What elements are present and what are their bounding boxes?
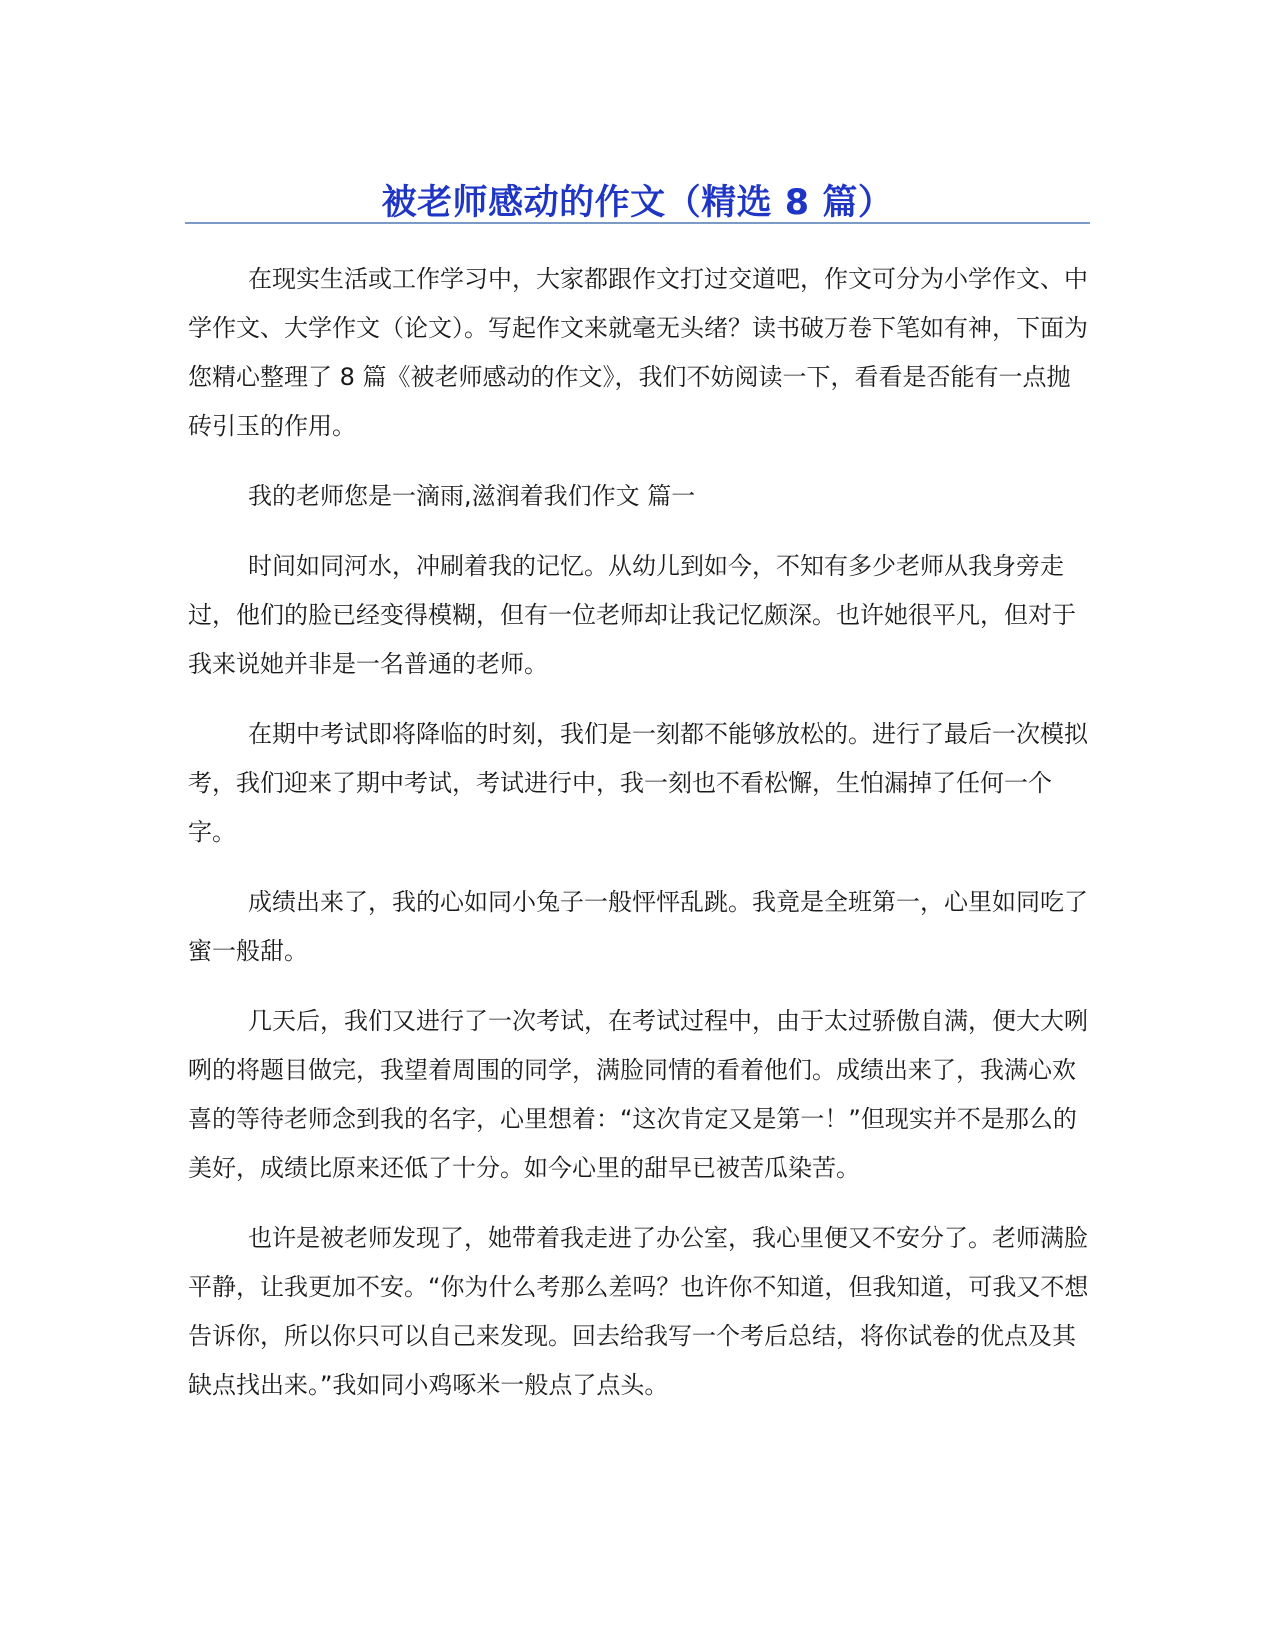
body-paragraph: 成绩出来了，我的心如同小兔子一般怦怦乱跳。我竟是全班第一，心里如同吃了蜜一般甜。 — [188, 888, 1088, 965]
document-body — [188, 255, 1090, 1431]
body-paragraph: 几天后，我们又进行了一次考试，在考试过程中，由于太过骄傲自满，便大大咧咧的将题目做完，我望着周围的同学，满脸同情的看着他们。成绩出来了，我满心欢喜的等待老师念到我的名字，心里想着：“这次肯定又是第一！”但现实并不是那么的美好，成绩比原来还低了十分。如今心里的甜早已被苦瓜染苦。 — [188, 1007, 1088, 1182]
body-paragraph: 在期中考试即将降临的时刻，我们是一刻都不能够放松的。进行了最后一次模拟考，我们迎来了期中考试，考试进行中，我一刻也不看松懈，生怕漏掉了任何一个字。 — [188, 720, 1088, 846]
page-title: 被老师感动的作文（精选 8 篇） — [381, 183, 894, 224]
body-paragraph: 时间如同河水，冲刷着我的记忆。从幼儿到如今，不知有多少老师从我身旁走过，他们的脸已经变得模糊，但有一位老师却让我记忆颇深。也许她很平凡，但对于我来说她并非是一名普通的老师。 — [188, 552, 1076, 678]
body-paragraph: 也许是被老师发现了，她带着我走进了办公室，我心里便又不安分了。老师满脸平静，让我更加不安。“你为什么考那么差吗？也许你不知道，但我知道，可我又不想告诉你，所以你只可以自己来发现。回去给我写一个考后总结，将你试卷的优点及其缺点找出来。”我如同小鸡啄米一般点了点头。 — [188, 1224, 1089, 1399]
intro-paragraph: 在现实生活或工作学习中，大家都跟作文打过交道吧，作文可分为小学作文、中学作文、大学作文（论文）。写起作文来就毫无头绪？读书破万卷下笔如有神，下面为您精心整理了 8 篇《被老师感动的作文》，我们不妨阅读一下，看看是否能有一点抛砖引玉的作用。 — [188, 265, 1088, 440]
section-heading: 我的老师您是一滴雨,滋润着我们作文 篇一 — [248, 482, 696, 510]
title-divider — [185, 222, 1090, 224]
